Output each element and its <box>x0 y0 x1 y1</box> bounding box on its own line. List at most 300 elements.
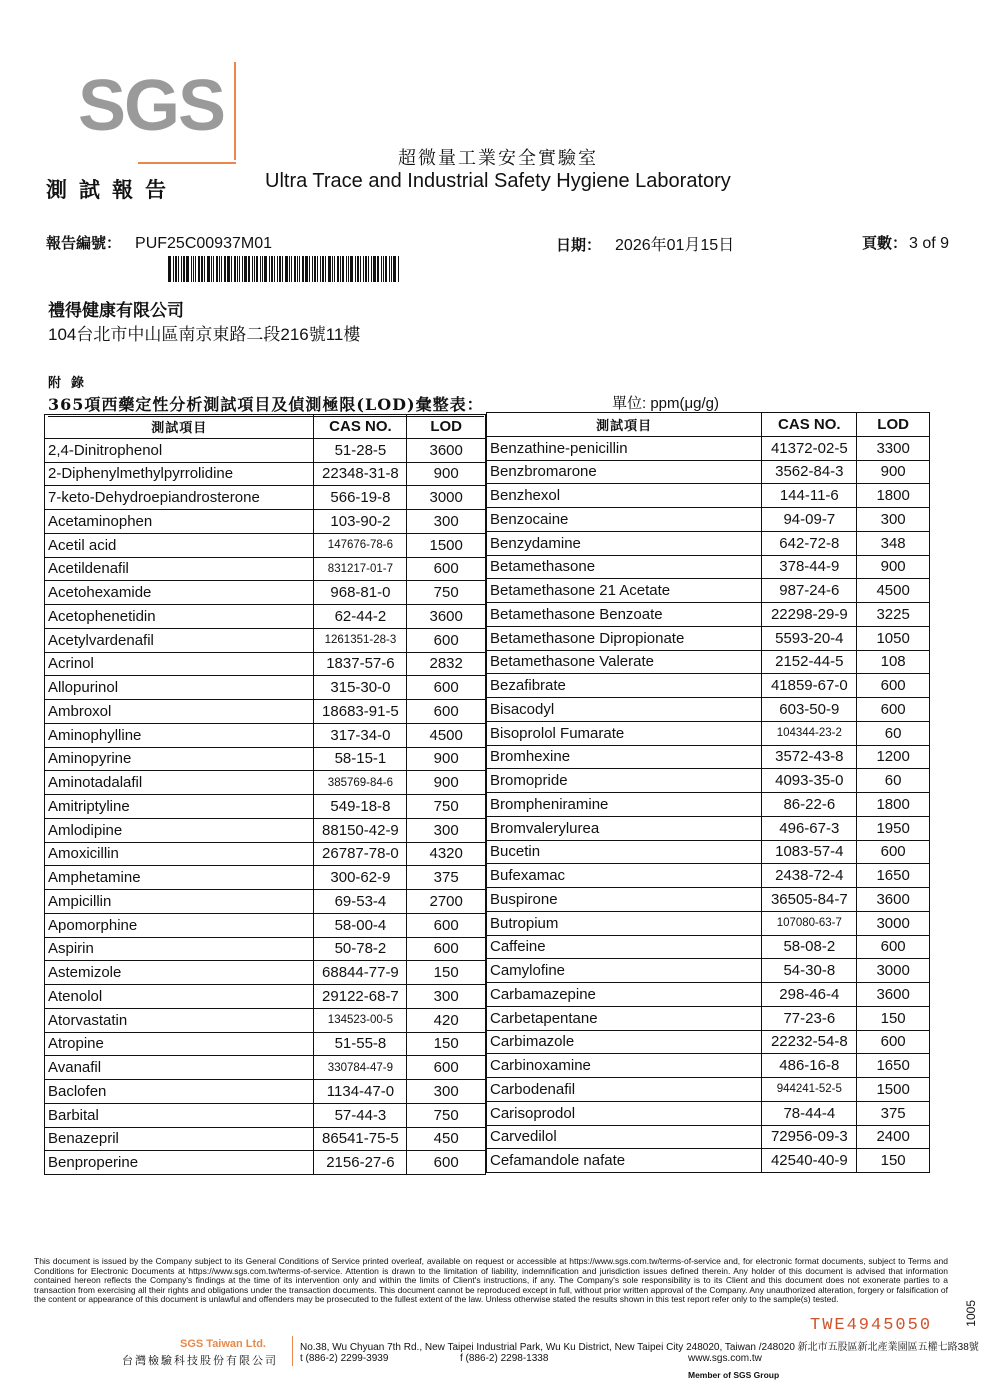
barcode-bar <box>312 256 313 282</box>
lod-value-cell: 375 <box>857 1101 930 1125</box>
lod-value-cell: 900 <box>857 460 930 484</box>
barcode-bar <box>279 256 281 282</box>
lod-value-cell: 150 <box>407 1032 486 1056</box>
table-row <box>45 628 486 652</box>
footer-fax: f (886-2) 2298-1338 <box>460 1353 549 1364</box>
lod-value-cell: 750 <box>407 581 486 605</box>
barcode-bar <box>348 256 349 282</box>
barcode-bar <box>191 256 192 282</box>
drug-name-cell: Acetohexamide <box>45 581 314 605</box>
table-row <box>487 626 930 650</box>
table-row <box>487 745 930 769</box>
drug-name-cell: Amphetamine <box>45 866 314 890</box>
cas-number-cell: 51-55-8 <box>314 1032 407 1056</box>
barcode-bar <box>373 256 376 282</box>
drug-name-cell: Bucetin <box>487 840 762 864</box>
drug-name-cell: Aminophylline <box>45 723 314 747</box>
lod-value-cell: 348 <box>857 531 930 555</box>
cas-number-cell: 486-16-8 <box>762 1054 857 1078</box>
logo-accent-line <box>234 62 236 160</box>
lod-value-cell: 1200 <box>857 745 930 769</box>
lod-value-cell: 4500 <box>857 579 930 603</box>
drug-name-cell: Atropine <box>45 1032 314 1056</box>
footer-website: www.sgs.com.tw <box>688 1353 762 1364</box>
table-row <box>45 818 486 842</box>
page-count-label: 頁數： <box>862 234 908 252</box>
lod-value-cell: 1500 <box>407 533 486 557</box>
drug-name-cell: Benzbromarone <box>487 460 762 484</box>
cas-number-cell: 2152-44-5 <box>762 650 857 674</box>
lod-table-right <box>486 412 930 1173</box>
table-row <box>45 581 486 605</box>
table-row <box>45 723 486 747</box>
barcode-bar <box>340 256 341 282</box>
drug-name-cell: Aminotadalafil <box>45 771 314 795</box>
barcode-bar <box>285 256 288 282</box>
cas-number-cell: 1083-57-4 <box>762 840 857 864</box>
table-row <box>487 983 930 1007</box>
cas-number-cell: 5593-20-4 <box>762 626 857 650</box>
lod-value-cell: 108 <box>857 650 930 674</box>
lod-value-cell: 600 <box>407 1151 486 1175</box>
drug-name-cell: Carbimazole <box>487 1030 762 1054</box>
disclaimer-text: This document is issued by the Company subject to its General Conditions of Service printed overleaf, available on request or accessible at https://www.sgs.com.tw/terms-of-service and, for electronic format documents, subject to Terms and Conditions for Electronic Documents at https://www.sgs.com.tw/terms-of-service. Attention is drawn to the limitation of liability, indemnification and jurisdiction issues defined therein. Any holder of this document is advised that information contained hereon reflects the Company's findings at the time of its intervention only and within the limits of Client's instructions, if any. The Company's sole responsibility is to its Client and this document does not exonerate parties to a transaction from exercising all their rights and obligations under the transaction documents. This document cannot be reproduced except in full, without prior written approval of the Company. Any unauthorized alteration, forgery or falsification of the content or appearance of this document is unlawful and offenders may be prosecuted to the fullest extent of the law. Unless otherwise stated the results shown in this test report refer only to the sample(s) tested. <box>34 1256 948 1304</box>
cas-number-cell: 144-11-6 <box>762 484 857 508</box>
footer-telephone: t (886-2) 2299-3939 <box>300 1353 389 1364</box>
cas-number-cell: 103-90-2 <box>314 510 407 534</box>
lod-value-cell: 600 <box>857 1030 930 1054</box>
table-row <box>487 793 930 817</box>
drug-name-cell: Ampicillin <box>45 890 314 914</box>
drug-name-cell: Atenolol <box>45 985 314 1009</box>
lod-value-cell: 600 <box>407 676 486 700</box>
table-row <box>487 674 930 698</box>
barcode-bar <box>305 256 308 282</box>
lod-value-cell: 3000 <box>407 486 486 510</box>
barcode-bar <box>264 256 267 282</box>
client-name: 禮得健康有限公司 <box>48 301 184 320</box>
barcode-bar <box>237 256 238 282</box>
table-row <box>45 890 486 914</box>
cas-number-cell: 86541-75-5 <box>314 1127 407 1151</box>
table-row <box>487 555 930 579</box>
cas-number-cell: 41372-02-5 <box>762 436 857 460</box>
drug-name-cell: Amitriptyline <box>45 795 314 819</box>
drug-name-cell: Amoxicillin <box>45 842 314 866</box>
lod-value-cell: 1050 <box>857 626 930 650</box>
drug-name-cell: Benproperine <box>45 1151 314 1175</box>
drug-name-cell: Butropium <box>487 911 762 935</box>
table-row <box>487 1078 930 1102</box>
appendix-label: 附錄 <box>48 376 95 391</box>
table-row <box>45 510 486 534</box>
drug-name-cell: Aminopyrine <box>45 747 314 771</box>
cas-number-cell: 57-44-3 <box>314 1103 407 1127</box>
report-barcode <box>168 256 480 282</box>
table-row <box>45 1080 486 1104</box>
lod-value-cell: 3000 <box>857 959 930 983</box>
header-item: 測試項目 <box>487 413 762 437</box>
barcode-bar <box>334 256 335 282</box>
table-row <box>45 462 486 486</box>
table-title: 365項西藥定性分析測試項目及偵測極限(LOD)彙整表： <box>48 392 484 417</box>
barcode-bar <box>211 256 212 282</box>
table-row <box>45 676 486 700</box>
barcode-bar <box>320 256 321 282</box>
table-header-row <box>487 413 930 437</box>
cas-number-cell: 36505-84-7 <box>762 888 857 912</box>
cas-number-cell: 68844-77-9 <box>314 961 407 985</box>
lod-value-cell: 1800 <box>857 484 930 508</box>
barcode-bar <box>377 256 379 282</box>
lod-value-cell: 600 <box>857 840 930 864</box>
cas-number-cell: 22232-54-8 <box>762 1030 857 1054</box>
barcode-bar <box>346 256 347 282</box>
drug-name-cell: Atorvastatin <box>45 1008 314 1032</box>
cas-number-cell: 58-00-4 <box>314 913 407 937</box>
barcode-bar <box>368 256 369 282</box>
cas-number-cell: 69-53-4 <box>314 890 407 914</box>
cas-number-cell: 41859-67-0 <box>762 674 857 698</box>
barcode-bar <box>357 256 359 282</box>
table-row <box>45 961 486 985</box>
table-row <box>487 769 930 793</box>
logo-accent-line-horizontal <box>138 162 236 164</box>
table-row <box>45 1032 486 1056</box>
cas-number-cell: 1261351-28-3 <box>314 628 407 652</box>
drug-name-cell: Acrinol <box>45 652 314 676</box>
lod-value-cell: 3000 <box>857 911 930 935</box>
table-row <box>487 1149 930 1173</box>
drug-name-cell: Acetophenetidin <box>45 605 314 629</box>
lod-value-cell: 600 <box>407 557 486 581</box>
table-row <box>487 864 930 888</box>
table-row <box>487 888 930 912</box>
lod-value-cell: 600 <box>857 698 930 722</box>
drug-name-cell: Acetil acid <box>45 533 314 557</box>
drug-name-cell: Aspirin <box>45 937 314 961</box>
table-row <box>487 935 930 959</box>
drug-name-cell: Acetaminophen <box>45 510 314 534</box>
table-row <box>487 508 930 532</box>
table-row <box>45 1127 486 1151</box>
drug-name-cell: Acetylvardenafil <box>45 628 314 652</box>
table-row <box>487 1101 930 1125</box>
barcode-bar <box>299 256 300 282</box>
drug-name-cell: Caffeine <box>487 935 762 959</box>
cas-number-cell: 58-08-2 <box>762 935 857 959</box>
cas-number-cell: 26787-78-0 <box>314 842 407 866</box>
footer-address: No.38, Wu Chyuan 7th Rd., New Taipei Industrial Park, Wu Ku District, New Taipei City 248020, Taiwan /248020 新北市五股區新北產業園區五權七路38號 <box>300 1342 979 1353</box>
drug-name-cell: 2,4-Dinitrophenol <box>45 438 314 462</box>
lod-value-cell: 2700 <box>407 890 486 914</box>
cas-number-cell: 1134-47-0 <box>314 1080 407 1104</box>
table-row <box>487 603 930 627</box>
cas-number-cell: 42540-40-9 <box>762 1149 857 1173</box>
cas-number-cell: 298-46-4 <box>762 983 857 1007</box>
drug-name-cell: Buspirone <box>487 888 762 912</box>
cas-number-cell: 147676-78-6 <box>314 533 407 557</box>
drug-name-cell: Carbetapentane <box>487 1006 762 1030</box>
cas-number-cell: 54-30-8 <box>762 959 857 983</box>
barcode-bar <box>181 256 182 282</box>
barcode-bar <box>183 256 185 282</box>
drug-name-cell: Carbodenafil <box>487 1078 762 1102</box>
cas-number-cell: 86-22-6 <box>762 793 857 817</box>
lod-value-cell: 3300 <box>857 436 930 460</box>
table-row <box>487 1054 930 1078</box>
cas-number-cell: 29122-68-7 <box>314 985 407 1009</box>
barcode-bar <box>248 256 250 282</box>
barcode-bar <box>207 256 210 282</box>
lod-value-cell: 3600 <box>407 605 486 629</box>
table-row <box>45 747 486 771</box>
cas-number-cell: 831217-01-7 <box>314 557 407 581</box>
lod-value-cell: 3600 <box>407 438 486 462</box>
barcode-bar <box>363 256 364 282</box>
drug-name-cell: Betamethasone Benzoate <box>487 603 762 627</box>
barcode-bar <box>198 256 200 282</box>
drug-name-cell: Benzhexol <box>487 484 762 508</box>
drug-name-cell: Betamethasone Dipropionate <box>487 626 762 650</box>
page-count-value: 3 of 9 <box>909 235 950 252</box>
lod-value-cell: 450 <box>407 1127 486 1151</box>
drug-name-cell: Benzathine-penicillin <box>487 436 762 460</box>
footer-divider <box>292 1336 293 1366</box>
table-row <box>45 438 486 462</box>
table-row <box>487 721 930 745</box>
lod-value-cell: 300 <box>857 508 930 532</box>
barcode-bar <box>337 256 339 282</box>
barcode-bar <box>234 256 236 282</box>
barcode-bar <box>360 256 361 282</box>
table-row <box>45 1151 486 1175</box>
lod-value-cell: 1800 <box>857 793 930 817</box>
table-row <box>45 795 486 819</box>
report-title: 測試報告 <box>46 177 178 202</box>
barcode-bar <box>271 256 273 282</box>
barcode-bar <box>178 256 179 282</box>
barcode-bar <box>355 256 356 282</box>
drug-name-cell: Carisoprodol <box>487 1101 762 1125</box>
drug-name-cell: Bufexamac <box>487 864 762 888</box>
cas-number-cell: 2438-72-4 <box>762 864 857 888</box>
lod-value-cell: 600 <box>407 1056 486 1080</box>
drug-name-cell: Avanafil <box>45 1056 314 1080</box>
barcode-bar <box>221 256 222 282</box>
barcode-bar <box>244 256 247 282</box>
header-item: 測試項目 <box>45 415 314 439</box>
cas-number-cell: 378-44-9 <box>762 555 857 579</box>
cas-number-cell: 58-15-1 <box>314 747 407 771</box>
barcode-bar <box>302 256 304 282</box>
cas-number-cell: 88150-42-9 <box>314 818 407 842</box>
drug-name-cell: Ambroxol <box>45 700 314 724</box>
table-row <box>487 840 930 864</box>
cas-number-cell: 104344-23-2 <box>762 721 857 745</box>
footer-brand: SGS Taiwan Ltd. <box>180 1338 266 1350</box>
table-row <box>45 1008 486 1032</box>
barcode-bar <box>325 256 326 282</box>
cas-number-cell: 385769-84-6 <box>314 771 407 795</box>
barcode-bar <box>168 256 171 282</box>
barcode-bar <box>242 256 243 282</box>
barcode-bar <box>186 256 189 282</box>
drug-name-cell: Benazepril <box>45 1127 314 1151</box>
barcode-bar <box>201 256 203 282</box>
barcode-bar <box>282 256 283 282</box>
lod-value-cell: 60 <box>857 721 930 745</box>
barcode-bar <box>332 256 333 282</box>
lod-value-cell: 150 <box>857 1149 930 1173</box>
sgs-logo <box>78 66 258 160</box>
drug-name-cell: Bisoprolol Fumarate <box>487 721 762 745</box>
lod-value-cell: 900 <box>407 771 486 795</box>
table-row <box>45 557 486 581</box>
cas-number-cell: 603-50-9 <box>762 698 857 722</box>
barcode-bar <box>291 256 292 282</box>
cas-number-cell: 496-67-3 <box>762 816 857 840</box>
drug-name-cell: Bromhexine <box>487 745 762 769</box>
cas-number-cell: 22298-29-9 <box>762 603 857 627</box>
lod-value-cell: 300 <box>407 985 486 1009</box>
barcode-bar <box>262 256 263 282</box>
table-row <box>45 605 486 629</box>
cas-number-cell: 968-81-0 <box>314 581 407 605</box>
table-row <box>487 1030 930 1054</box>
lod-value-cell: 4500 <box>407 723 486 747</box>
barcode-bar <box>256 256 258 282</box>
cas-number-cell: 134523-00-5 <box>314 1008 407 1032</box>
barcode-bar <box>224 256 226 282</box>
table-row <box>45 913 486 937</box>
lod-value-cell: 1650 <box>857 1054 930 1078</box>
drug-name-cell: Apomorphine <box>45 913 314 937</box>
lod-value-cell: 750 <box>407 1103 486 1127</box>
cas-number-cell: 2156-27-6 <box>314 1151 407 1175</box>
lod-value-cell: 300 <box>407 510 486 534</box>
report-number-value: PUF25C00937M01 <box>135 235 272 252</box>
lab-name-zh: 超微量工業安全實驗室 <box>398 148 598 169</box>
drug-name-cell: Camylofine <box>487 959 762 983</box>
drug-name-cell: Carvedilol <box>487 1125 762 1149</box>
footer-member: Member of SGS Group <box>688 1370 780 1380</box>
cas-number-cell: 107080-63-7 <box>762 911 857 935</box>
drug-name-cell: Bisacodyl <box>487 698 762 722</box>
cas-number-cell: 62-44-2 <box>314 605 407 629</box>
drug-name-cell: Bromopride <box>487 769 762 793</box>
barcode-bar <box>260 256 261 282</box>
table-row <box>45 652 486 676</box>
logo-text: SGS <box>78 66 225 146</box>
barcode-bar <box>231 256 232 282</box>
table-row <box>487 579 930 603</box>
table-row <box>487 816 930 840</box>
barcode-bar <box>371 256 372 282</box>
drug-name-cell: Barbital <box>45 1103 314 1127</box>
drug-name-cell: Amlodipine <box>45 818 314 842</box>
drug-name-cell: Benzydamine <box>487 531 762 555</box>
cas-number-cell: 78-44-4 <box>762 1101 857 1125</box>
table-row <box>45 866 486 890</box>
barcode-bar <box>216 256 218 282</box>
table-row <box>45 771 486 795</box>
table-row <box>487 1125 930 1149</box>
barcode-bar <box>204 256 205 282</box>
page-count <box>862 232 949 253</box>
drug-name-cell: Carbamazepine <box>487 983 762 1007</box>
drug-name-cell: Bezafibrate <box>487 674 762 698</box>
client-address: 104台北市中山區南京東路二段216號11樓 <box>48 325 361 344</box>
lod-value-cell: 3600 <box>857 888 930 912</box>
drug-name-cell: Carbinoxamine <box>487 1054 762 1078</box>
report-date <box>556 232 734 255</box>
drug-name-cell: Bromvalerylurea <box>487 816 762 840</box>
cas-number-cell: 642-72-8 <box>762 531 857 555</box>
cas-number-cell: 3572-43-8 <box>762 745 857 769</box>
cas-number-cell: 3562-84-3 <box>762 460 857 484</box>
barcode-bar <box>398 256 399 282</box>
cas-number-cell: 50-78-2 <box>314 937 407 961</box>
cas-number-cell: 330784-47-9 <box>314 1056 407 1080</box>
drug-name-cell: Allopurinol <box>45 676 314 700</box>
barcode-bar <box>297 256 298 282</box>
lod-value-cell: 1500 <box>857 1078 930 1102</box>
lod-value-cell: 300 <box>407 1080 486 1104</box>
report-number-label: 報告編號： <box>46 234 122 252</box>
barcode-bar <box>389 256 390 282</box>
lod-value-cell: 600 <box>407 700 486 724</box>
barcode-bar <box>219 256 220 282</box>
barcode-bar <box>393 256 396 282</box>
drug-name-cell: Betamethasone 21 Acetate <box>487 579 762 603</box>
table-row <box>487 531 930 555</box>
lod-value-cell: 300 <box>407 818 486 842</box>
lod-value-cell: 60 <box>857 769 930 793</box>
table-row <box>487 698 930 722</box>
drug-name-cell: Betamethasone Valerate <box>487 650 762 674</box>
barcode-bar <box>383 256 384 282</box>
drug-name-cell: Benzocaine <box>487 508 762 532</box>
drug-name-cell: Astemizole <box>45 961 314 985</box>
table-row <box>45 842 486 866</box>
lod-value-cell: 600 <box>407 913 486 937</box>
lod-value-cell: 375 <box>407 866 486 890</box>
drug-name-cell: 2-Diphenylmethylpyrrolidine <box>45 462 314 486</box>
drug-name-cell: Betamethasone <box>487 555 762 579</box>
barcode-bar <box>314 256 316 282</box>
unit-label: 單位: ppm(μg/g) <box>612 395 719 412</box>
lod-value-cell: 900 <box>407 462 486 486</box>
cas-number-cell: 1837-57-6 <box>314 652 407 676</box>
footer-brand-zh: 台灣檢驗科技股份有限公司 <box>122 1354 278 1367</box>
cas-number-cell: 94-09-7 <box>762 508 857 532</box>
barcode-bar <box>213 256 214 282</box>
cas-number-cell: 317-34-0 <box>314 723 407 747</box>
drug-name-cell: Cefamandole nafate <box>487 1149 762 1173</box>
cas-number-cell: 549-18-8 <box>314 795 407 819</box>
barcode-bar <box>175 256 177 282</box>
header-lod: LOD <box>407 415 486 439</box>
drug-name-cell: Brompheniramine <box>487 793 762 817</box>
side-number: 1005 <box>964 1300 978 1327</box>
header-lod: LOD <box>857 413 930 437</box>
lab-name-en: Ultra Trace and Industrial Safety Hygiene Laboratory <box>265 170 731 192</box>
lod-value-cell: 3600 <box>857 983 930 1007</box>
barcode-bar <box>254 256 255 282</box>
lod-value-cell: 900 <box>407 747 486 771</box>
cas-number-cell: 22348-31-8 <box>314 462 407 486</box>
